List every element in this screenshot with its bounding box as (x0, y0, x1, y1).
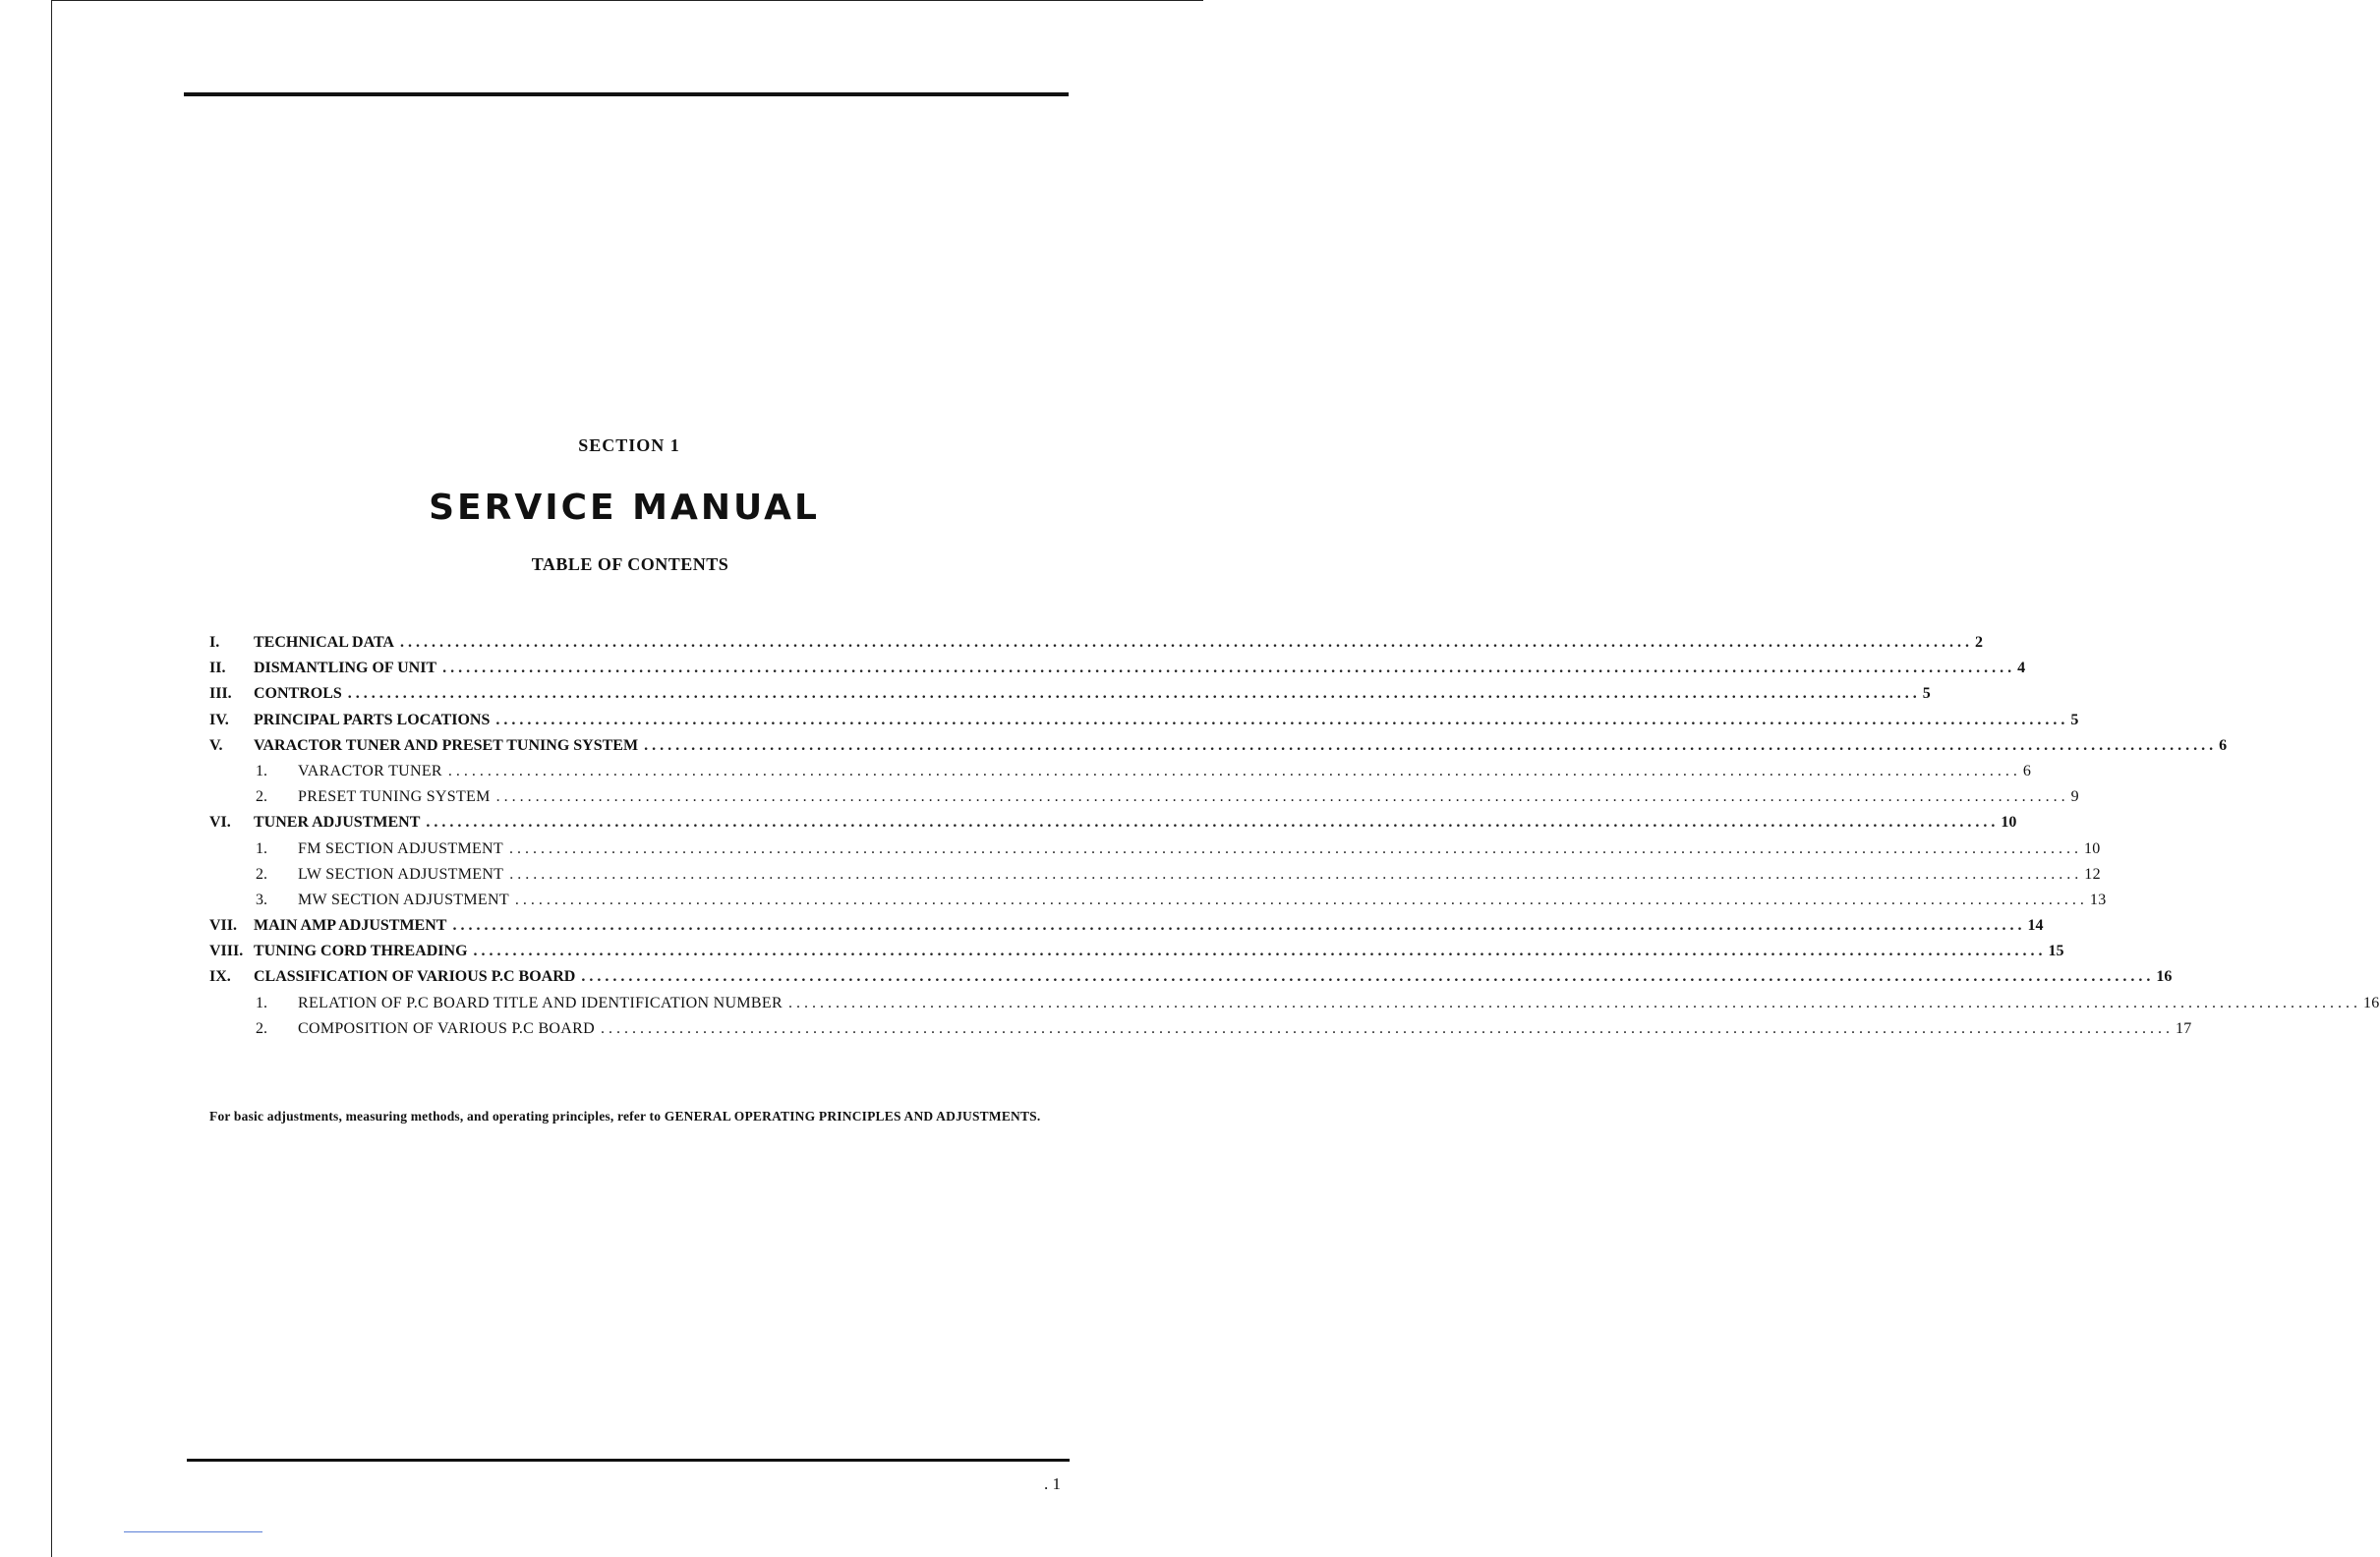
toc-entry (298, 759, 2032, 784)
toc-entry-number: II. (209, 660, 226, 677)
toc-entry (254, 964, 2173, 990)
toc-entry (298, 784, 2079, 810)
toc-row (209, 810, 2017, 836)
header-rule (184, 92, 1069, 96)
toc-entry-title: CONTROLS (254, 685, 342, 703)
toc-entry-page: 4 (2017, 660, 2026, 677)
toc-entry-title: TUNING CORD THREADING (254, 943, 468, 960)
toc-entry (254, 733, 2228, 759)
toc-entry-page: 13 (2089, 891, 2107, 908)
toc-dot-leader: ........................................................................................................................................................................................................ (473, 943, 2047, 960)
toc-row (209, 991, 2380, 1016)
toc-dot-leader: ........................................................................................................................................................................................................ (399, 634, 1973, 651)
toc-row (209, 784, 2079, 810)
toc-entry-page: 2 (1974, 634, 1983, 651)
toc-entry-number: I. (209, 634, 220, 651)
toc-entry-page: 10 (2001, 814, 2017, 832)
toc-entry-title: VARACTOR TUNER AND PRESET TUNING SYSTEM (254, 736, 639, 754)
toc-dot-leader: ........................................................................................................................................................................................................ (495, 788, 2069, 806)
toc-entry (298, 888, 2107, 913)
toc-entry-number: IX. (209, 968, 231, 986)
toc-row (209, 939, 2064, 964)
toc-entry-number: 1. (256, 762, 267, 779)
toc-entry-title: FM SECTION ADJUSTMENT (298, 839, 503, 857)
toc-row (209, 630, 1983, 656)
toc-dot-leader: ........................................................................................................................................................................................................ (514, 891, 2088, 908)
toc-entry-title: DISMANTLING OF UNIT (254, 660, 437, 677)
toc-entry-title: TECHNICAL DATA (254, 634, 394, 651)
toc-entry (254, 630, 1983, 656)
toc-entry (254, 913, 2044, 939)
toc-dot-leader: ........................................................................................................................................................................................................ (509, 839, 2082, 857)
toc-entry-page: 12 (2084, 865, 2101, 883)
toc-dot-leader: ........................................................................................................................................................................................................ (442, 660, 2016, 677)
link-underline (124, 1531, 262, 1532)
toc-entry-number: 2. (256, 788, 267, 806)
toc-entry-title: COMPOSITION OF VARIOUS P.C BOARD (298, 1019, 595, 1037)
toc-row (209, 913, 2044, 939)
toc-entry-title: TUNER ADJUSTMENT (254, 814, 421, 832)
toc-dot-leader: ........................................................................................................................................................................................................ (426, 814, 2000, 832)
toc-entry-page: 17 (2175, 1019, 2192, 1037)
toc-row (209, 964, 2173, 990)
toc-entry (298, 991, 2380, 1016)
toc-entry-page: 10 (2084, 839, 2101, 857)
table-of-contents (209, 630, 2380, 1042)
toc-row (209, 708, 2079, 733)
page-edge-left (51, 0, 52, 1557)
toc-entry-page: 6 (2022, 762, 2032, 779)
toc-entry-page: 16 (2156, 968, 2173, 986)
toc-row (209, 862, 2101, 888)
toc-entry (254, 681, 1931, 707)
toc-dot-leader: ........................................................................................................................................................................................................ (452, 917, 2026, 935)
toc-dot-leader: ........................................................................................................................................................................................................ (644, 736, 2218, 754)
toc-entry-title: MAIN AMP ADJUSTMENT (254, 917, 447, 935)
toc-entry-page: 14 (2027, 917, 2044, 935)
toc-row (209, 836, 2101, 862)
toc-entry (254, 656, 2026, 681)
toc-entry-title: RELATION OF P.C BOARD TITLE AND IDENTIFICATION NUMBER (298, 994, 783, 1011)
toc-entry-number: III. (209, 685, 232, 703)
toc-entry-number: 2. (256, 1019, 267, 1037)
toc-dot-leader: ........................................................................................................................................................................................................ (509, 865, 2083, 883)
toc-entry-number: 3. (256, 891, 267, 908)
footer-rule (187, 1459, 1070, 1462)
toc-entry (254, 708, 2079, 733)
toc-entry-title: VARACTOR TUNER (298, 762, 442, 779)
toc-dot-leader: ........................................................................................................................................................................................................ (787, 994, 2361, 1011)
toc-entry-page: 5 (1922, 685, 1931, 703)
toc-entry-title: LW SECTION ADJUSTMENT (298, 865, 504, 883)
toc-entry-number: 1. (256, 839, 267, 857)
toc-row (209, 1016, 2192, 1042)
toc-entry-number: VI. (209, 814, 231, 832)
section-label: SECTION 1 (578, 435, 680, 455)
toc-entry (254, 939, 2064, 964)
toc-dot-leader: ........................................................................................................................................................................................................ (447, 762, 2021, 779)
toc-entry-title: MW SECTION ADJUSTMENT (298, 891, 509, 908)
toc-entry-number: V. (209, 736, 223, 754)
toc-entry (298, 862, 2101, 888)
toc-row (209, 759, 2032, 784)
toc-row (209, 656, 2026, 681)
toc-dot-leader: ........................................................................................................................................................................................................ (581, 968, 2155, 986)
reference-note: For basic adjustments, measuring methods, and operating principles, refer to GENERAL OPERATING PRINCIPLES AND ADJUSTMENTS. (209, 1109, 1041, 1124)
toc-entry-number: VIII. (209, 943, 244, 960)
toc-entry-title: PRINCIPAL PARTS LOCATIONS (254, 711, 491, 728)
toc-entry-number: VII. (209, 917, 238, 935)
toc-entry-title: PRESET TUNING SYSTEM (298, 788, 491, 806)
toc-entry-page: 9 (2070, 788, 2079, 806)
toc-entry (298, 1016, 2192, 1042)
toc-entry-number: 1. (256, 994, 267, 1011)
toc-dot-leader: ........................................................................................................................................................................................................ (495, 711, 2069, 728)
toc-entry (298, 836, 2101, 862)
toc-entry-title: CLASSIFICATION OF VARIOUS P.C BOARD (254, 968, 576, 986)
toc-entry-page: 6 (2219, 736, 2228, 754)
toc-row (209, 681, 1931, 707)
toc-entry-page: 15 (2048, 943, 2064, 960)
page-number: . 1 (1044, 1474, 1061, 1493)
toc-entry-page: 5 (2070, 711, 2079, 728)
toc-heading: TABLE OF CONTENTS (531, 554, 729, 574)
toc-entry-number: IV. (209, 711, 229, 728)
page-title: SERVICE MANUAL (429, 488, 820, 528)
toc-entry (254, 810, 2017, 836)
toc-entry-number: 2. (256, 865, 267, 883)
toc-row (209, 733, 2228, 759)
toc-dot-leader: ........................................................................................................................................................................................................ (347, 685, 1921, 703)
toc-row (209, 888, 2107, 913)
page-edge-top (51, 0, 1203, 1)
toc-dot-leader: ........................................................................................................................................................................................................ (600, 1019, 2174, 1037)
toc-entry-page: 16 (2362, 994, 2380, 1011)
